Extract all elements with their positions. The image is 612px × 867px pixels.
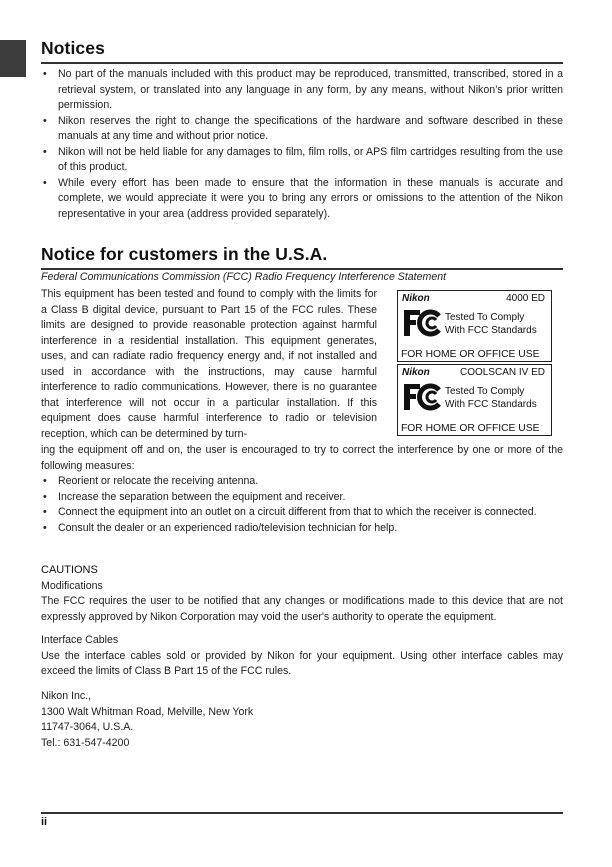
footer-divider xyxy=(41,812,563,814)
address-phone: Tel.: 631-547-4200 xyxy=(41,736,130,749)
label-usage: FOR HOME OR OFFICE USE xyxy=(401,349,540,360)
fcc-statement-continuation: ing the equipment off and on, the user is encouraged to try to correct the interference by one or more of the following measures: xyxy=(41,444,563,472)
label-usage: FOR HOME OR OFFICE USE xyxy=(401,423,540,434)
list-item xyxy=(41,474,563,490)
bullet-icon: • xyxy=(43,521,47,534)
list-item-text: Connect the equipment into an outlet on a circuit different from that to which the receiver is connected. xyxy=(58,506,537,518)
list-item xyxy=(41,505,563,521)
fcc-logo-icon xyxy=(402,308,442,338)
bullet-icon: • xyxy=(43,490,47,503)
bullet-icon: • xyxy=(43,68,47,80)
list-item xyxy=(41,176,563,223)
fcc-logo-icon xyxy=(402,382,442,412)
bullet-icon: • xyxy=(43,145,47,158)
interface-cables-section xyxy=(41,633,563,680)
list-item xyxy=(41,67,563,114)
list-item-text: Reorient or relocate the receiving antenna. xyxy=(58,475,259,487)
tested-line: Tested To Comply xyxy=(445,386,525,397)
list-item-text: Nikon will not be held liable for any damages to film, film rolls, or APS film cartridges resulting from the use of this product. xyxy=(58,145,563,173)
fcc-label-4000ed xyxy=(397,290,552,362)
interface-cables-text: Use the interface cables sold or provided by Nikon for your equipment. Using other interface cables may exceed the limits of Class B Part 15 of the FCC rules. xyxy=(41,649,563,677)
cautions-section xyxy=(41,563,563,625)
usa-notice-heading: Notice for customers in the U.S.A. xyxy=(41,244,563,270)
list-item xyxy=(41,521,563,537)
label-model: COOLSCAN IV ED xyxy=(459,367,545,378)
notices-heading: Notices xyxy=(41,38,563,64)
list-item xyxy=(41,145,563,176)
address-line: Nikon Inc., xyxy=(41,690,92,702)
tested-line: With FCC Standards xyxy=(445,399,537,410)
nikon-logo: Nikon xyxy=(402,367,430,378)
cautions-heading: CAUTIONS xyxy=(41,564,98,576)
tested-line: Tested To Comply xyxy=(445,312,525,323)
tested-line: With FCC Standards xyxy=(445,325,537,336)
notices-list xyxy=(41,67,563,222)
list-item xyxy=(41,114,563,145)
page-number: ii xyxy=(41,816,48,828)
list-item-text: Increase the separation between the equipment and receiver. xyxy=(58,490,346,503)
list-item xyxy=(41,490,563,506)
address-line: 11747-3064, U.S.A. xyxy=(41,721,134,733)
section-tab-marker xyxy=(0,40,26,77)
list-item-text: Nikon reserves the right to change the specifications of the hardware and software described in these manuals at any time and without prior notice. xyxy=(58,114,563,142)
fcc-label-coolscan-iv-ed xyxy=(397,364,552,436)
list-item-text: While every effort has been made to ensure that the information in these manuals is accurate and complete, we would appreciate it were you to bring any errors or omissions to the attention of the Nikon representative in your area (address provided separately). xyxy=(58,176,563,220)
label-tested-text xyxy=(445,311,537,337)
bullet-icon: • xyxy=(43,176,47,189)
list-item-text: No part of the manuals included with this product may be reproduced, transmitted, transcribed, stored in a retrieval system, or translated into any language in any form, by any means, without Nikon’s prior written permission. xyxy=(58,68,563,111)
nikon-logo: Nikon xyxy=(402,293,430,304)
address-line: 1300 Walt Whitman Road, Melville, New York xyxy=(41,705,254,718)
nikon-address xyxy=(41,689,563,751)
list-item-text: Consult the dealer or an experienced radio/television technician for help. xyxy=(58,521,398,534)
fcc-statement-subtitle: Federal Communications Commission (FCC) Radio Frequency Interference Statement xyxy=(41,271,447,283)
interface-cables-title: Interface Cables xyxy=(41,634,119,646)
fcc-statement-paragraph: This equipment has been tested and found to comply with the limits for a Class B digital device, pursuant to Part 15 of the FCC rules. These limits are designed to provide reasonable protection against harmful interference in a residential installation. This equipment generates, uses, and can radiate radio frequency energy and, if not installed and used in accordance with the instructions, may cause harmful interference to radio communications. However, there is no guarantee that interference will not occur in a particular installation. If this equipment does cause harmful interference to radio or television reception, which can be determined by turn- xyxy=(41,288,377,440)
label-model: 4000 ED xyxy=(506,293,545,304)
label-tested-text xyxy=(445,385,537,411)
modifications-title: Modifications xyxy=(41,579,103,592)
bullet-icon: • xyxy=(43,114,47,127)
interference-measures-list xyxy=(41,474,563,536)
bullet-icon: • xyxy=(43,506,47,518)
modifications-text: The FCC requires the user to be notified that any changes or modifications made to this device that are not expressly approved by Nikon Corporation may void the user's authority to operate the equipment. xyxy=(41,595,563,623)
bullet-icon: • xyxy=(43,475,47,487)
